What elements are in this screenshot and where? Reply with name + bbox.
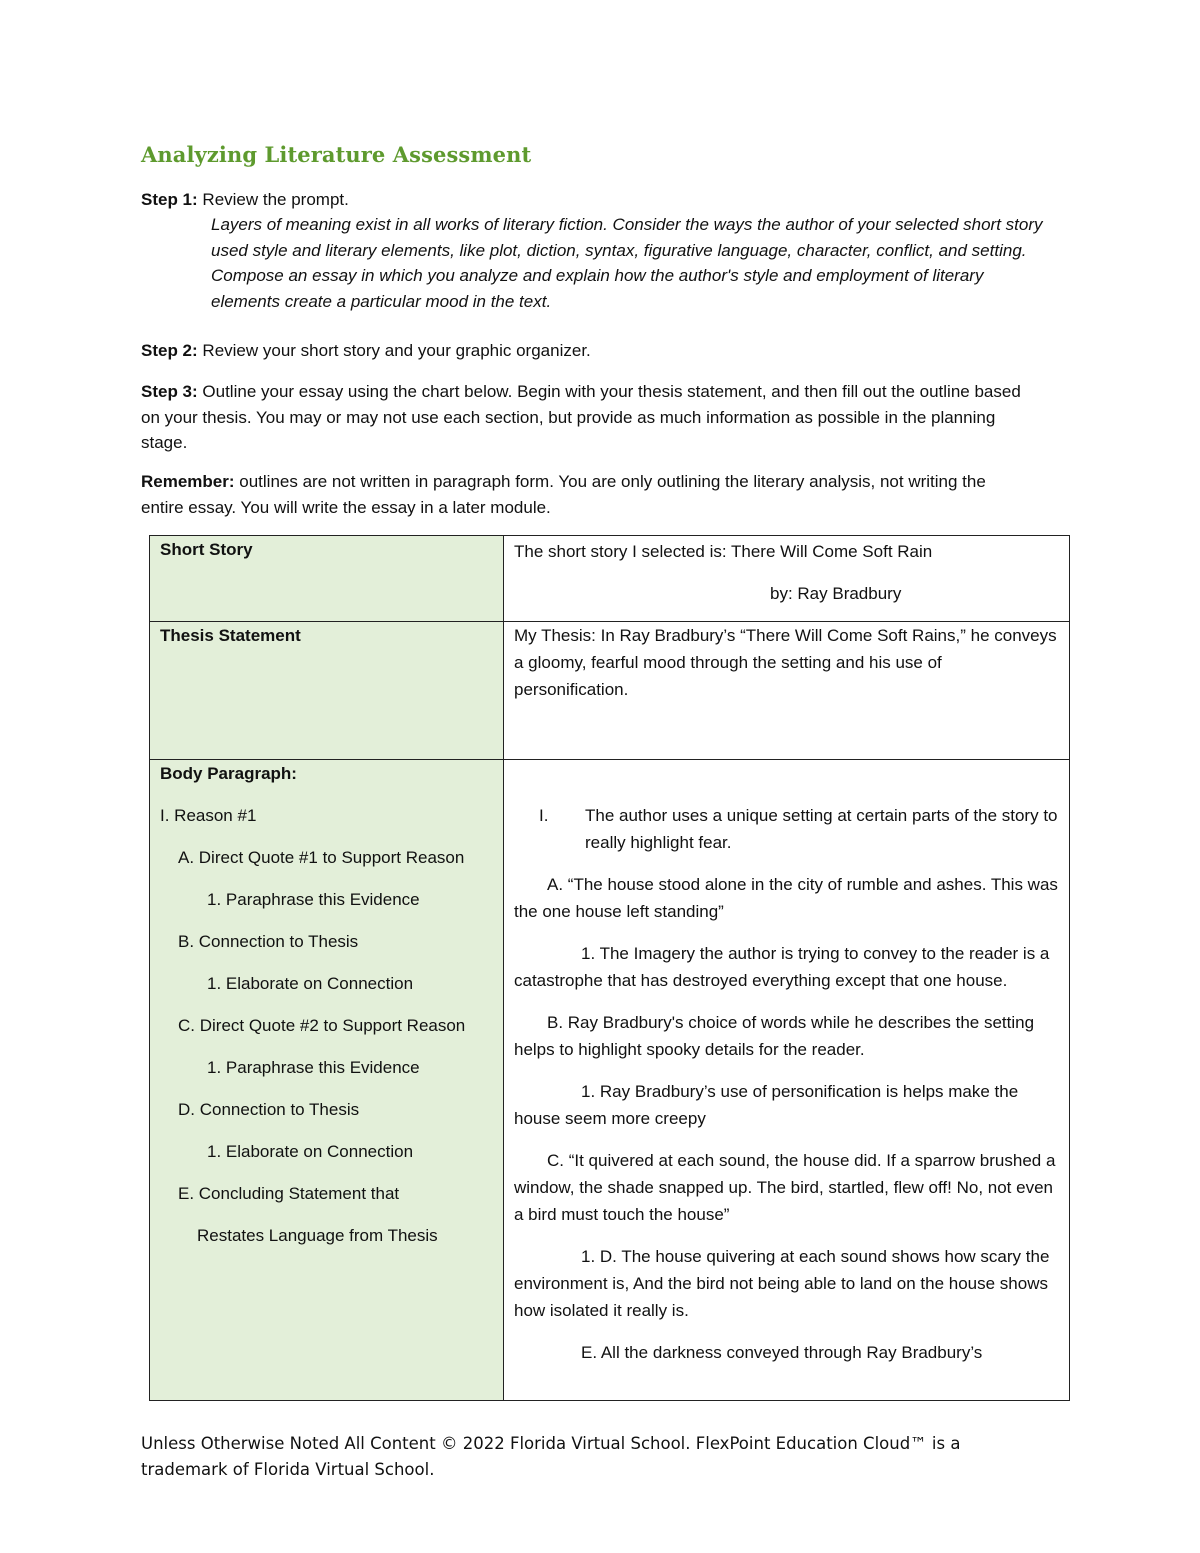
- thesis-value-cell[interactable]: [504, 622, 1070, 760]
- short-story-author: by: Ray Bradbury: [770, 584, 902, 603]
- table-row-thesis: [150, 622, 1070, 760]
- footer-copyright: Unless Otherwise Noted All Content © 2022 Florida Virtual School. FlexPoint Education Cloud™ is a trademark of Florida Virtual School.: [141, 1434, 961, 1479]
- outline-reason-1: [514, 802, 1059, 856]
- thesis-text: My Thesis: In Ray Bradbury’s “There Will Come Soft Rains,” he conveys a gloomy, fearful mood through the setting and his use of personification.: [514, 626, 1057, 699]
- thesis-label-cell: [150, 622, 504, 760]
- table-row-body: [150, 760, 1070, 1401]
- outline-item: D. Connection to Thesis: [178, 1100, 360, 1119]
- step-1: [141, 187, 349, 213]
- quote-c: C. “It quivered at each sound, the house did. If a sparrow brushed a window, the shade snapped up. The bird, startled, flew off! No, not even a bird must touch the house”: [514, 1151, 1056, 1224]
- outline-item: A. Direct Quote #1 to Support Reason: [178, 848, 465, 867]
- prompt-text: Layers of meaning exist in all works of literary fiction. Consider the ways the author of your selected short story used style and literary elements, like plot, diction, syntax, figurative language, character, conflict, and setting. Compose an essay in which you analyze and explain how the author's style and employment of literary elements create a particular mood in the text.: [211, 215, 1043, 311]
- connection-b: B. Ray Bradbury's choice of words while he describes the setting helps to highlight spooky details for the reader.: [514, 1013, 1035, 1059]
- remember-label: Remember:: [141, 472, 235, 491]
- step-3-label: Step 3:: [141, 382, 198, 401]
- table-row-short-story: [150, 536, 1070, 622]
- outline-item: 1. Elaborate on Connection: [207, 974, 414, 993]
- body-value-cell[interactable]: [504, 760, 1070, 1401]
- step-2: [141, 338, 591, 364]
- elaborate-b1: 1. Ray Bradbury’s use of personification is helps make the house seem more creepy: [514, 1082, 1019, 1128]
- roman-numeral: I.: [539, 806, 549, 825]
- outline-item: Restates Language from Thesis: [197, 1226, 438, 1245]
- outline-item: B. Connection to Thesis: [178, 932, 359, 951]
- outline-item: 1. Elaborate on Connection: [207, 1142, 414, 1161]
- short-story-header: Short Story: [160, 540, 253, 559]
- thesis-header: Thesis Statement: [160, 626, 301, 645]
- remember-note: [141, 469, 1021, 520]
- body-header: Body Paragraph:: [160, 764, 297, 783]
- remember-text: outlines are not written in paragraph form. You are only outlining the literary analysis, not writing the entire essay. You will write the essay in a later module.: [141, 472, 986, 517]
- step-3: [141, 379, 1021, 456]
- paraphrase-c1: 1. D. The house quivering at each sound shows how scary the environment is, And the bird not being able to land on the house shows how isolated it really is.: [514, 1247, 1050, 1320]
- paraphrase-a1: 1. The Imagery the author is trying to convey to the reader is a catastrophe that has destroyed everything except that one house.: [514, 944, 1050, 990]
- outline-item: C. Direct Quote #2 to Support Reason: [178, 1016, 466, 1035]
- step-1-text: Review the prompt.: [197, 190, 349, 209]
- step-1-label: Step 1:: [141, 190, 198, 209]
- outline-table: [149, 535, 1070, 1401]
- short-story-label-cell: [150, 536, 504, 622]
- short-story-selected: The short story I selected is: There Will Come Soft Rain: [514, 542, 933, 561]
- step-3-text: Outline your essay using the chart below. Begin with your thesis statement, and then fill out the outline based on your thesis. You may or may not use each section, but provide as much information as possible in the planning stage.: [141, 382, 1021, 452]
- short-story-value-cell[interactable]: [504, 536, 1070, 622]
- reason-text: The author uses a unique setting at certain parts of the story to really highlight fear.: [585, 806, 1058, 852]
- body-label-cell: [150, 760, 504, 1401]
- concluding-e: E. All the darkness conveyed through Ray Bradbury’s: [581, 1343, 983, 1362]
- step-2-label: Step 2:: [141, 341, 198, 360]
- outline-item: 1. Paraphrase this Evidence: [207, 1058, 420, 1077]
- outline-item: E. Concluding Statement that: [178, 1184, 400, 1203]
- quote-a: A. “The house stood alone in the city of rumble and ashes. This was the one house left standing”: [514, 875, 1058, 921]
- outline-item: 1. Paraphrase this Evidence: [207, 890, 420, 909]
- step-2-text: Review your short story and your graphic organizer.: [197, 341, 591, 360]
- outline-item: I. Reason #1: [160, 806, 257, 825]
- document-title: Analyzing Literature Assessment: [141, 142, 532, 167]
